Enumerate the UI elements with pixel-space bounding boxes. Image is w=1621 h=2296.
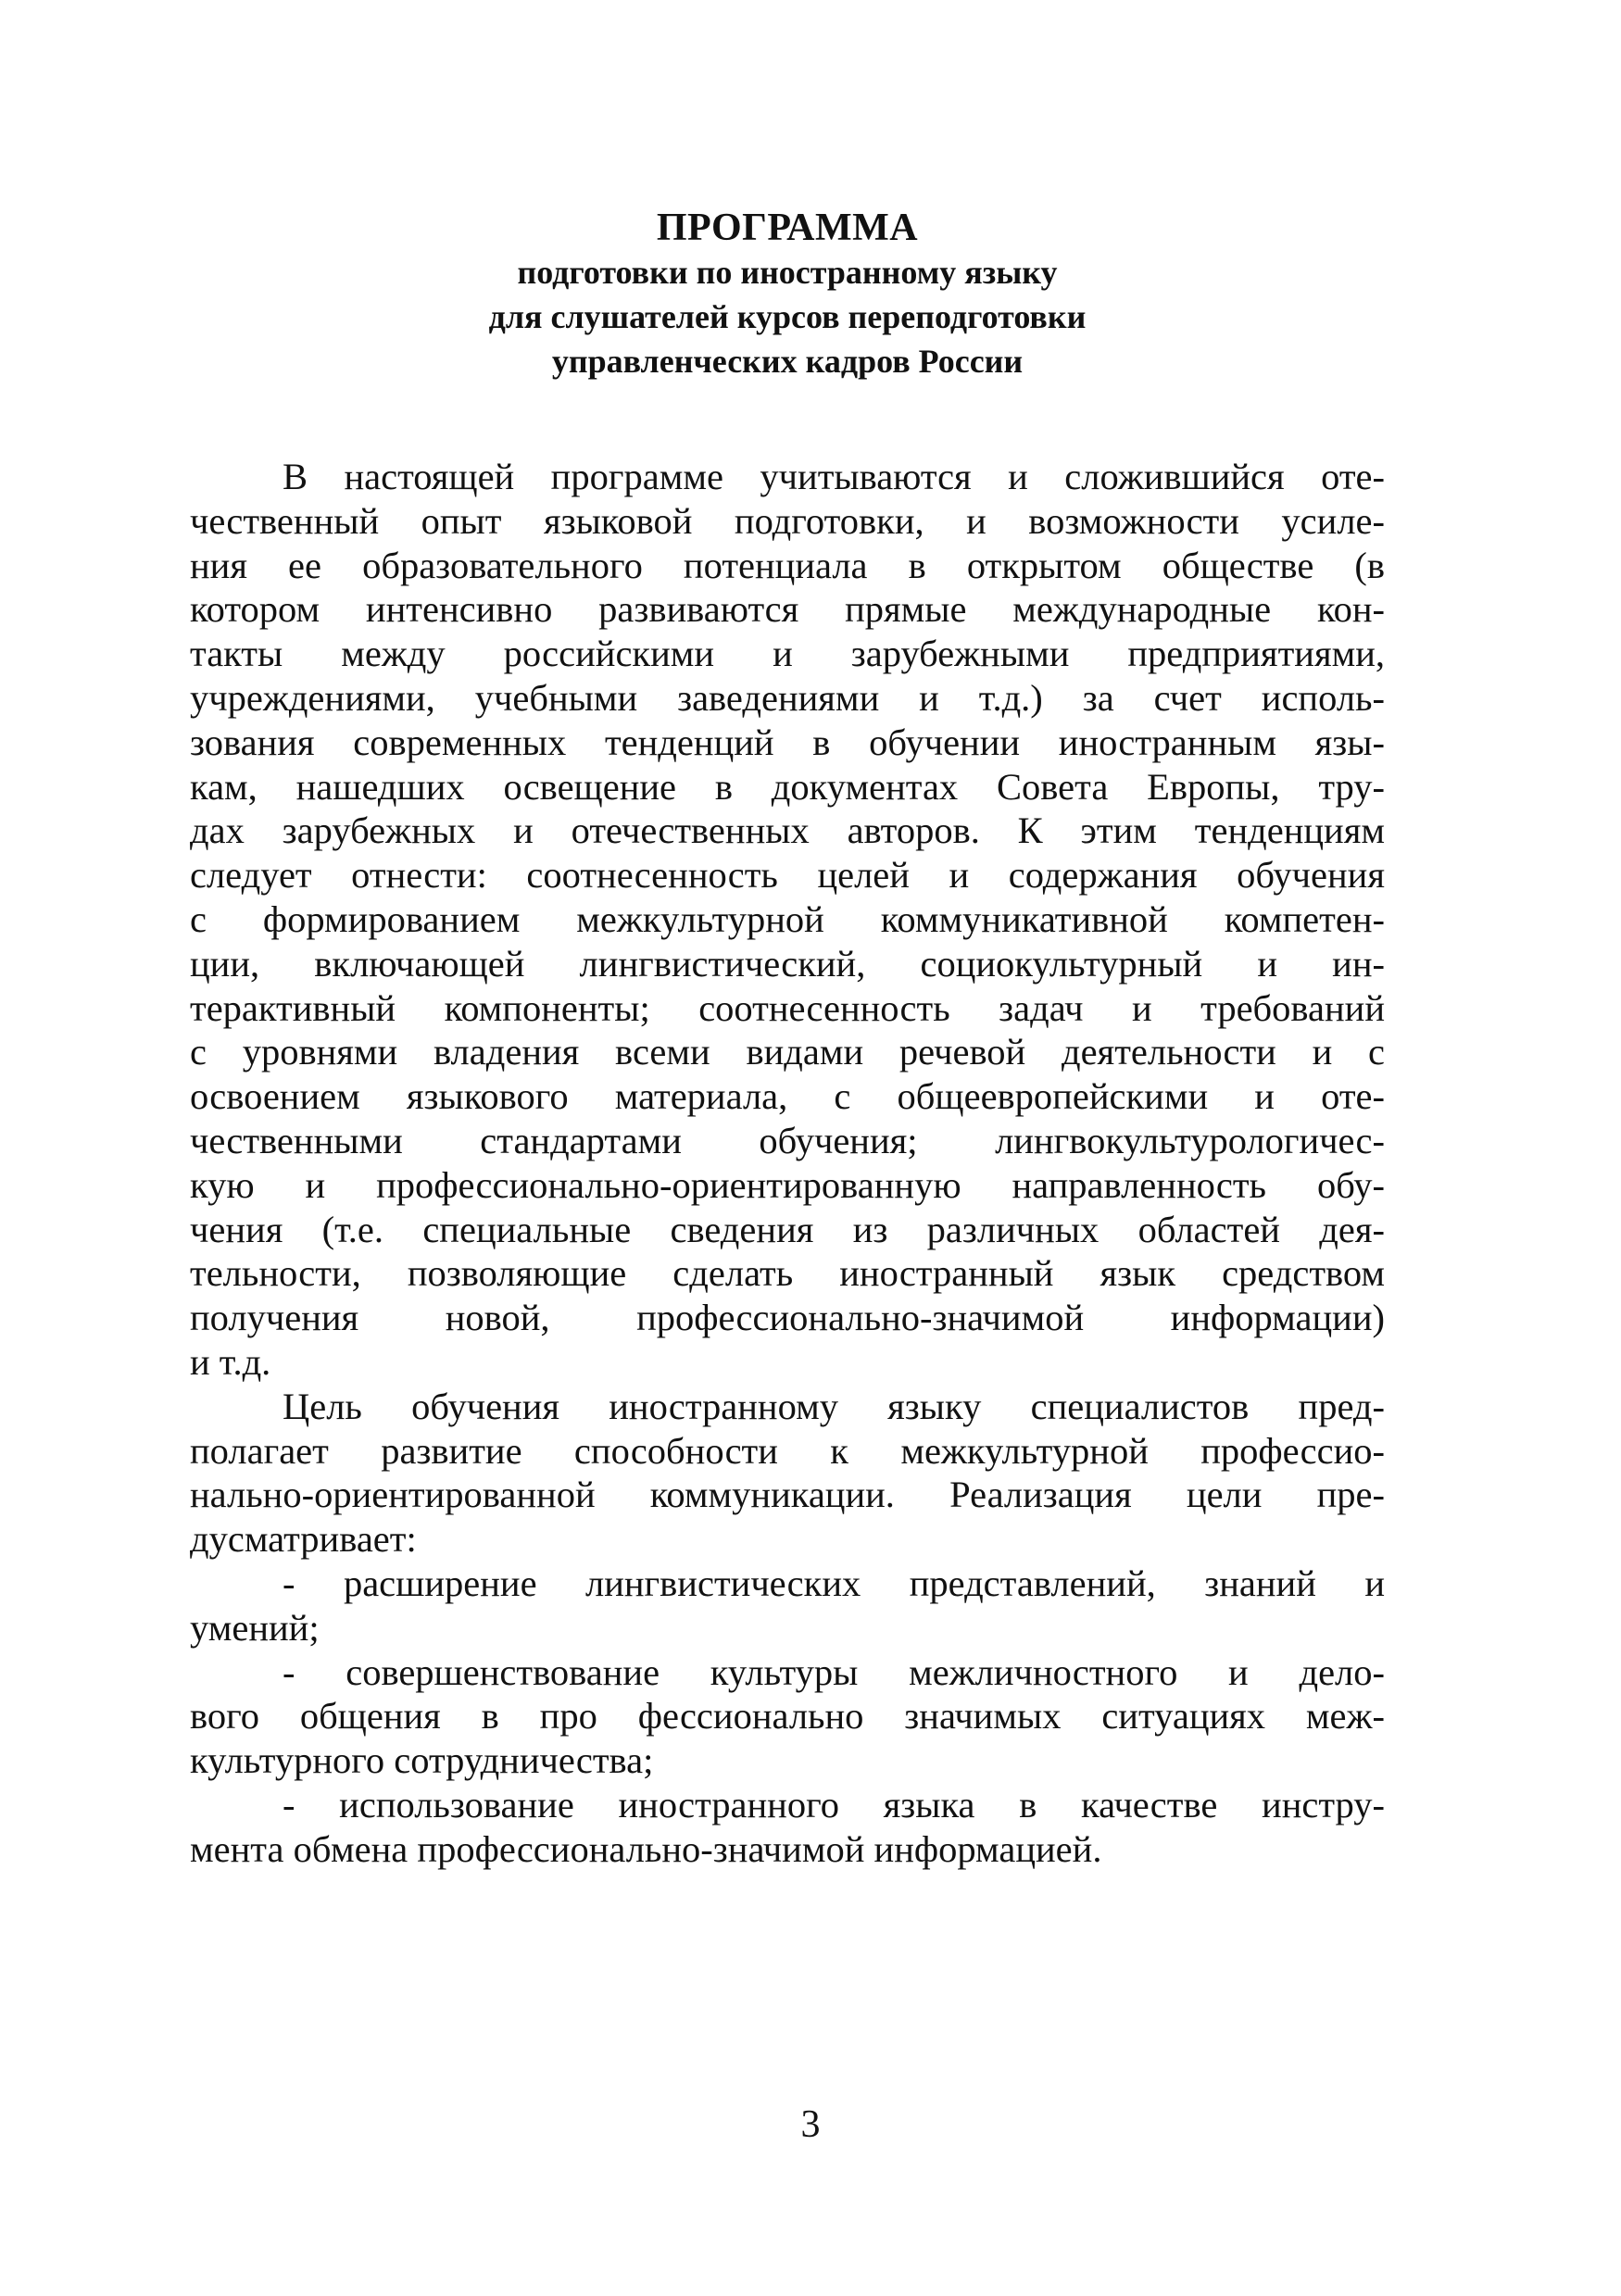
text-line: чественный опыт языковой подготовки, и возможности усиле-	[190, 499, 1385, 542]
text-line: и т.д.	[190, 1340, 271, 1383]
text-line: тельности, позволяющие сделать иностранный язык средством	[190, 1252, 1385, 1295]
text-line: кам, нашедших освещение в документах Совета Европы, тру-	[190, 765, 1385, 808]
text-line: кую и профессионально-ориентированную направленность обу-	[190, 1163, 1385, 1206]
paragraph-intro	[190, 455, 1385, 1385]
text-line: дусматривает:	[190, 1518, 417, 1561]
text-line: терактивный компоненты; соотнесенность задач и требований	[190, 986, 1385, 1029]
document-subtitle-line-3: управленческих кадров России	[551, 343, 1024, 380]
text-line: с уровнями владения всеми видами речевой деятельности и с	[190, 1031, 1385, 1073]
text-line: дах зарубежных и отечественных авторов. К этим тенденциям	[190, 809, 1385, 852]
text-line: чественными стандартами обучения; лингвокультурологичес-	[190, 1119, 1385, 1161]
text-line: нально-ориентированной коммуникации. Реализация цели пре-	[190, 1474, 1385, 1516]
text-line: мента обмена профессионально-значимой информацией.	[190, 1827, 1102, 1870]
title-block	[190, 206, 1385, 383]
text-line: следует отнести: соотнесенность целей и содержания обучения	[190, 854, 1385, 897]
text-line: такты между российскими и зарубежными предприятиями,	[190, 633, 1385, 675]
text-line: освоением языкового материала, с общеевропейскими и оте-	[190, 1075, 1385, 1118]
document-subtitle-line-2: для слушателей курсов переподготовки	[488, 298, 1087, 335]
text-line: - совершенствование культуры межличностного и дело-	[283, 1650, 1385, 1693]
text-line: получения новой, профессионально-значимой информации)	[190, 1297, 1385, 1339]
text-line: зования современных тенденций в обучении иностранным язы-	[190, 721, 1385, 763]
text-line: с формированием межкультурной коммуникативной компетен-	[190, 897, 1385, 940]
text-line: умений;	[190, 1606, 320, 1649]
list-item	[190, 1783, 1385, 1872]
text-line: Цель обучения иностранному языку специалистов пред-	[283, 1385, 1385, 1427]
text-line: ции, включающей лингвистический, социокультурный и ин-	[190, 942, 1385, 985]
text-line: - расширение лингвистических представлений, знаний и	[283, 1562, 1385, 1604]
document-subtitle-line-1: подготовки по иностранному языку	[517, 254, 1058, 291]
text-line: культурного сотрудничества;	[190, 1739, 654, 1782]
body-text	[190, 455, 1385, 1872]
text-line: В настоящей программе учитываются и сложившийся оте-	[283, 456, 1385, 497]
page-number: 3	[800, 2103, 821, 2146]
text-line: ния ее образовательного потенциала в открытом обществе (в	[190, 544, 1385, 586]
list-item	[190, 1650, 1385, 1783]
text-line: вого общения в про фессионально значимых ситуациях меж-	[190, 1695, 1385, 1738]
paragraph-goal	[190, 1385, 1385, 1562]
list-item	[190, 1562, 1385, 1650]
text-line: чения (т.е. специальные сведения из различных областей дея-	[190, 1208, 1385, 1250]
text-line: - использование иностранного языка в качестве инстру-	[283, 1783, 1385, 1826]
text-line: котором интенсивно развиваются прямые международные кон-	[190, 588, 1385, 631]
text-line: полагает развитие способности к межкультурной профессио-	[190, 1429, 1385, 1472]
text-line: учреждениями, учебными заведениями и т.д.) за счет исполь-	[190, 676, 1385, 719]
document-title: ПРОГРАММА	[656, 207, 919, 249]
